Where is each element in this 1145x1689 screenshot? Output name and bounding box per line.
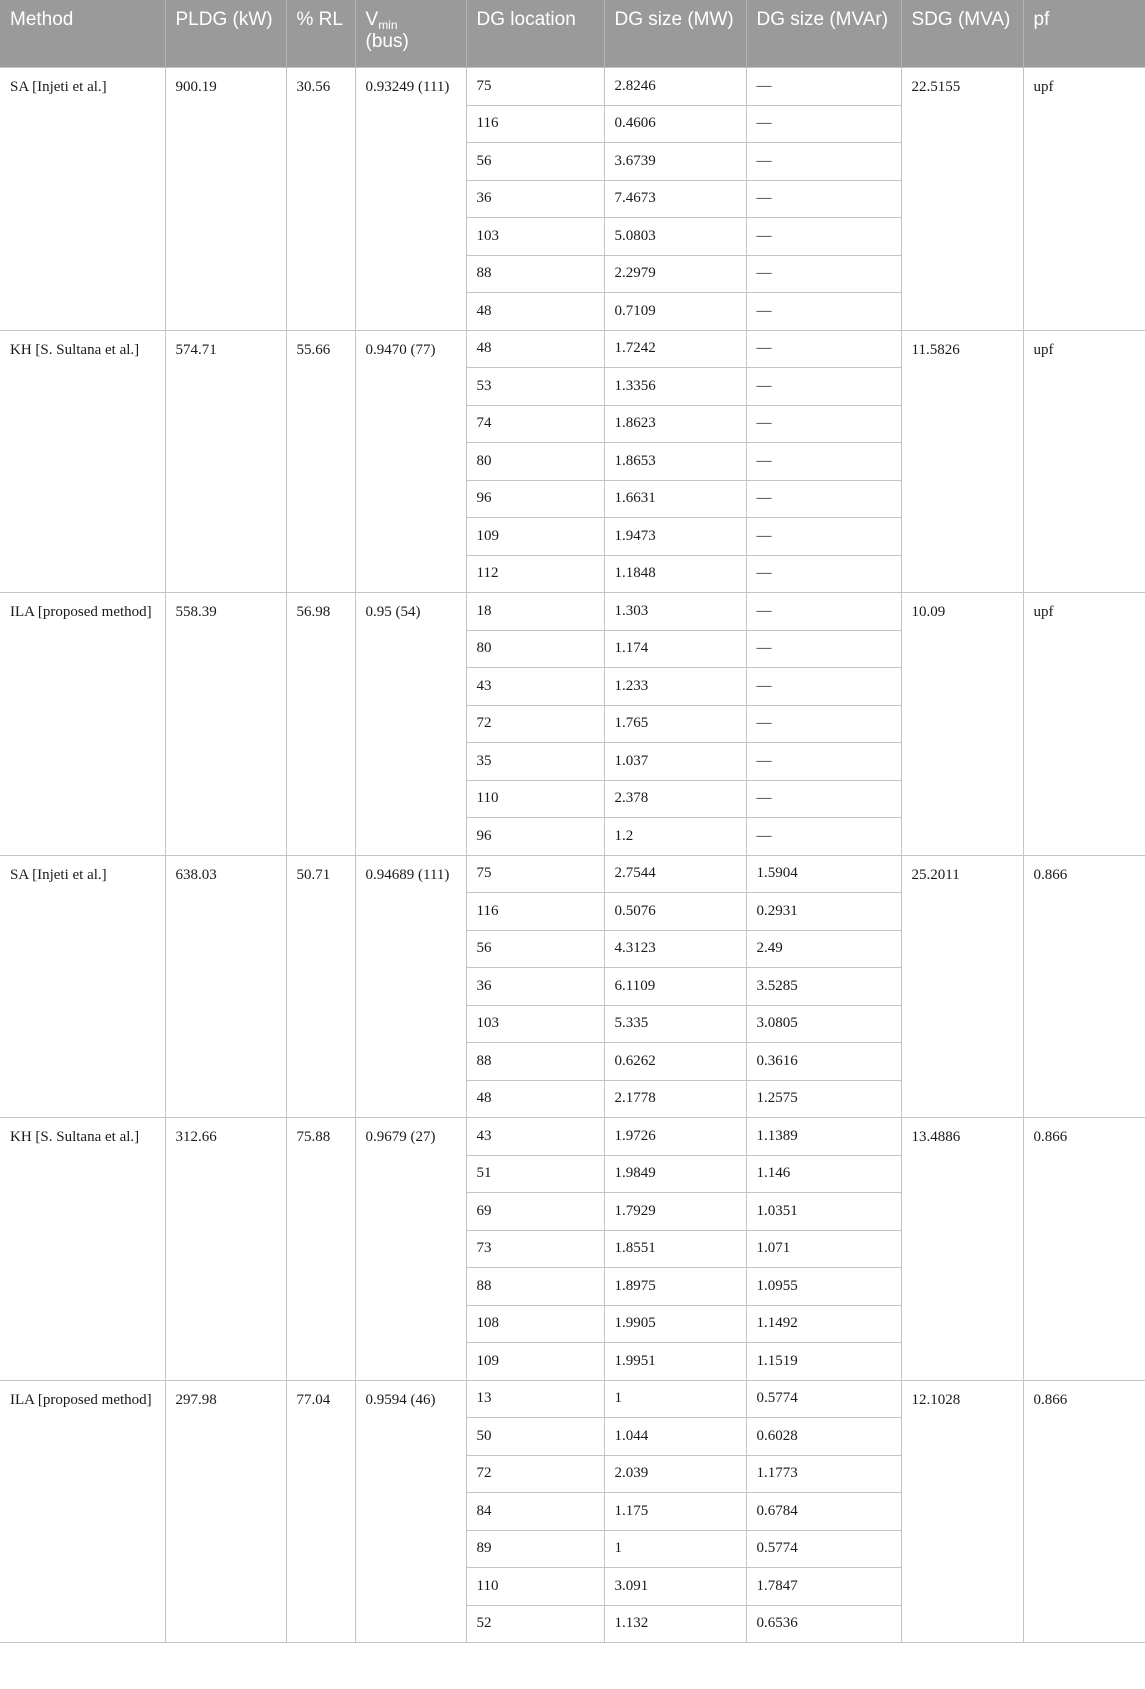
table-row xyxy=(0,1118,1145,1156)
dg-location-cell: 35 xyxy=(466,743,604,781)
dg-size-mw-cell: 3.091 xyxy=(604,1568,746,1606)
rl-cell: 30.56 xyxy=(286,68,355,331)
dg-location-cell: 56 xyxy=(466,930,604,968)
dg-location-cell: 74 xyxy=(466,405,604,443)
dg-size-mw-cell: 4.3123 xyxy=(604,930,746,968)
table-row xyxy=(0,330,1145,368)
dg-size-mvar-cell: — xyxy=(746,555,901,593)
dg-size-mvar-cell: 0.6784 xyxy=(746,1493,901,1531)
dg-size-mw-cell: 1.037 xyxy=(604,743,746,781)
pldg-cell: 900.19 xyxy=(165,68,286,331)
dg-size-mw-cell: 1 xyxy=(604,1380,746,1418)
dg-size-mw-cell: 0.7109 xyxy=(604,293,746,331)
dg-location-cell: 13 xyxy=(466,1380,604,1418)
dg-location-cell: 84 xyxy=(466,1493,604,1531)
dg-size-mvar-cell: 0.3616 xyxy=(746,1043,901,1081)
table-row xyxy=(0,593,1145,631)
dg-size-mvar-cell: 1.1773 xyxy=(746,1455,901,1493)
dg-size-mw-cell: 1.2 xyxy=(604,818,746,856)
dg-location-cell: 51 xyxy=(466,1155,604,1193)
dg-size-mvar-cell: — xyxy=(746,180,901,218)
dg-size-mvar-cell: 1.0955 xyxy=(746,1268,901,1306)
dg-size-mvar-cell: — xyxy=(746,593,901,631)
dg-size-mvar-cell: 0.5774 xyxy=(746,1380,901,1418)
header-sdg: SDG (MVA) xyxy=(901,0,1023,68)
pldg-cell: 297.98 xyxy=(165,1380,286,1643)
vmin-cell: 0.9594 (46) xyxy=(355,1380,466,1643)
dg-location-cell: 110 xyxy=(466,780,604,818)
dg-location-cell: 75 xyxy=(466,68,604,106)
dg-size-mvar-cell: — xyxy=(746,818,901,856)
dg-size-mw-cell: 1.9726 xyxy=(604,1118,746,1156)
dg-size-mvar-cell: 0.2931 xyxy=(746,893,901,931)
dg-size-mw-cell: 1.044 xyxy=(604,1418,746,1456)
sdg-cell: 10.09 xyxy=(901,593,1023,856)
pf-cell: 0.866 xyxy=(1023,855,1145,1118)
method-cell: KH [S. Sultana et al.] xyxy=(0,1118,165,1381)
dg-size-mw-cell: 1.3356 xyxy=(604,368,746,406)
dg-location-cell: 52 xyxy=(466,1605,604,1643)
dg-size-mvar-cell: — xyxy=(746,630,901,668)
dg-size-mw-cell: 0.5076 xyxy=(604,893,746,931)
dg-location-cell: 75 xyxy=(466,855,604,893)
dg-size-mvar-cell: — xyxy=(746,368,901,406)
dg-location-cell: 69 xyxy=(466,1193,604,1231)
sdg-cell: 13.4886 xyxy=(901,1118,1023,1381)
pldg-cell: 312.66 xyxy=(165,1118,286,1381)
dg-location-cell: 108 xyxy=(466,1305,604,1343)
dg-location-cell: 80 xyxy=(466,630,604,668)
dg-size-mvar-cell: 1.071 xyxy=(746,1230,901,1268)
method-cell: ILA [proposed method] xyxy=(0,1380,165,1643)
pldg-cell: 638.03 xyxy=(165,855,286,1118)
dg-size-mw-cell: 3.6739 xyxy=(604,143,746,181)
dg-location-cell: 96 xyxy=(466,818,604,856)
header-vmin xyxy=(355,0,466,68)
method-cell: SA [Injeti et al.] xyxy=(0,855,165,1118)
vmin-cell: 0.95 (54) xyxy=(355,593,466,856)
dg-size-mvar-cell: — xyxy=(746,743,901,781)
dg-size-mvar-cell: 3.0805 xyxy=(746,1005,901,1043)
dg-size-mvar-cell: 0.6028 xyxy=(746,1418,901,1456)
method-cell: ILA [proposed method] xyxy=(0,593,165,856)
rl-cell: 56.98 xyxy=(286,593,355,856)
pf-cell: 0.866 xyxy=(1023,1380,1145,1643)
dg-size-mvar-cell: — xyxy=(746,705,901,743)
method-cell: SA [Injeti et al.] xyxy=(0,68,165,331)
dg-size-mw-cell: 1.8975 xyxy=(604,1268,746,1306)
dg-location-cell: 50 xyxy=(466,1418,604,1456)
dg-location-cell: 48 xyxy=(466,293,604,331)
header-pldg: PLDG (kW) xyxy=(165,0,286,68)
dg-size-mw-cell: 1.6631 xyxy=(604,480,746,518)
table-row xyxy=(0,855,1145,893)
dg-location-cell: 36 xyxy=(466,180,604,218)
dg-size-mvar-cell: — xyxy=(746,405,901,443)
dg-location-cell: 36 xyxy=(466,968,604,1006)
dg-size-mvar-cell: — xyxy=(746,105,901,143)
dg-location-cell: 48 xyxy=(466,1080,604,1118)
dg-location-cell: 103 xyxy=(466,218,604,256)
dg-size-mvar-cell: — xyxy=(746,255,901,293)
dg-location-cell: 18 xyxy=(466,593,604,631)
dg-size-mw-cell: 0.4606 xyxy=(604,105,746,143)
dg-size-mw-cell: 1.7242 xyxy=(604,330,746,368)
dg-size-mw-cell: 2.8246 xyxy=(604,68,746,106)
dg-size-mw-cell: 2.2979 xyxy=(604,255,746,293)
header-vmin-unit: (bus) xyxy=(365,31,409,52)
dg-size-mvar-cell: 0.5774 xyxy=(746,1530,901,1568)
vmin-cell: 0.9679 (27) xyxy=(355,1118,466,1381)
dg-size-mw-cell: 1.7929 xyxy=(604,1193,746,1231)
header-rl: % RL xyxy=(286,0,355,68)
dg-size-mvar-cell: 1.2575 xyxy=(746,1080,901,1118)
dg-size-mvar-cell: 1.1492 xyxy=(746,1305,901,1343)
dg-location-cell: 110 xyxy=(466,1568,604,1606)
dg-size-mw-cell: 1.8551 xyxy=(604,1230,746,1268)
rl-cell: 75.88 xyxy=(286,1118,355,1381)
dg-location-cell: 43 xyxy=(466,1118,604,1156)
dg-size-mw-cell: 1.8653 xyxy=(604,443,746,481)
dg-size-mvar-cell: 3.5285 xyxy=(746,968,901,1006)
dg-location-cell: 109 xyxy=(466,1343,604,1381)
dg-size-mw-cell: 2.378 xyxy=(604,780,746,818)
dg-location-cell: 72 xyxy=(466,1455,604,1493)
header-method: Method xyxy=(0,0,165,68)
dg-size-mvar-cell: 1.0351 xyxy=(746,1193,901,1231)
pf-cell: upf xyxy=(1023,593,1145,856)
header-dg-size-mw: DG size (MW) xyxy=(604,0,746,68)
dg-size-mvar-cell: 1.1519 xyxy=(746,1343,901,1381)
dg-location-cell: 53 xyxy=(466,368,604,406)
dg-location-cell: 80 xyxy=(466,443,604,481)
dg-location-cell: 48 xyxy=(466,330,604,368)
pldg-cell: 558.39 xyxy=(165,593,286,856)
dg-size-mw-cell: 1 xyxy=(604,1530,746,1568)
dg-size-mw-cell: 1.174 xyxy=(604,630,746,668)
dg-size-mw-cell: 6.1109 xyxy=(604,968,746,1006)
dg-location-cell: 109 xyxy=(466,518,604,556)
dg-size-mw-cell: 5.335 xyxy=(604,1005,746,1043)
header-vmin-subscript: min xyxy=(378,18,398,32)
dg-size-mvar-cell: 2.49 xyxy=(746,930,901,968)
dg-size-mvar-cell: 1.7847 xyxy=(746,1568,901,1606)
dg-size-mw-cell: 1.132 xyxy=(604,1605,746,1643)
dg-size-mw-cell: 1.9905 xyxy=(604,1305,746,1343)
dg-size-mvar-cell: — xyxy=(746,780,901,818)
dg-size-mvar-cell: 1.1389 xyxy=(746,1118,901,1156)
dg-size-mvar-cell: — xyxy=(746,443,901,481)
vmin-cell: 0.9470 (77) xyxy=(355,330,466,593)
dg-size-mvar-cell: — xyxy=(746,518,901,556)
vmin-cell: 0.93249 (111) xyxy=(355,68,466,331)
dg-size-mw-cell: 1.8623 xyxy=(604,405,746,443)
dg-size-mvar-cell: — xyxy=(746,293,901,331)
header-row xyxy=(0,0,1145,68)
dg-location-cell: 88 xyxy=(466,255,604,293)
dg-location-cell: 96 xyxy=(466,480,604,518)
dg-size-mvar-cell: 1.5904 xyxy=(746,855,901,893)
dg-size-mvar-cell: 0.6536 xyxy=(746,1605,901,1643)
dg-size-mw-cell: 2.1778 xyxy=(604,1080,746,1118)
pf-cell: upf xyxy=(1023,330,1145,593)
pf-cell: 0.866 xyxy=(1023,1118,1145,1381)
sdg-cell: 22.5155 xyxy=(901,68,1023,331)
dg-location-cell: 89 xyxy=(466,1530,604,1568)
dg-size-mw-cell: 1.9473 xyxy=(604,518,746,556)
pf-cell: upf xyxy=(1023,68,1145,331)
header-dg-location: DG location xyxy=(466,0,604,68)
dg-size-mw-cell: 1.9849 xyxy=(604,1155,746,1193)
dg-size-mw-cell: 7.4673 xyxy=(604,180,746,218)
dg-size-mvar-cell: — xyxy=(746,668,901,706)
dg-location-cell: 72 xyxy=(466,705,604,743)
dg-size-mw-cell: 5.0803 xyxy=(604,218,746,256)
header-vmin-symbol: V xyxy=(365,9,379,30)
pldg-cell: 574.71 xyxy=(165,330,286,593)
dg-location-cell: 56 xyxy=(466,143,604,181)
table-row xyxy=(0,68,1145,106)
dg-size-mvar-cell: — xyxy=(746,218,901,256)
dg-size-mvar-cell: — xyxy=(746,330,901,368)
dg-location-cell: 43 xyxy=(466,668,604,706)
dg-size-mw-cell: 2.7544 xyxy=(604,855,746,893)
rl-cell: 50.71 xyxy=(286,855,355,1118)
dg-size-mvar-cell: — xyxy=(746,68,901,106)
dg-size-mvar-cell: — xyxy=(746,480,901,518)
sdg-cell: 12.1028 xyxy=(901,1380,1023,1643)
dg-size-mw-cell: 1.765 xyxy=(604,705,746,743)
dg-size-mw-cell: 2.039 xyxy=(604,1455,746,1493)
dg-location-cell: 88 xyxy=(466,1043,604,1081)
sdg-cell: 25.2011 xyxy=(901,855,1023,1118)
dg-size-mw-cell: 0.6262 xyxy=(604,1043,746,1081)
dg-size-mvar-cell: — xyxy=(746,143,901,181)
sdg-cell: 11.5826 xyxy=(901,330,1023,593)
dg-location-cell: 73 xyxy=(466,1230,604,1268)
dg-location-cell: 116 xyxy=(466,893,604,931)
dg-location-cell: 88 xyxy=(466,1268,604,1306)
dg-location-cell: 112 xyxy=(466,555,604,593)
dg-size-mw-cell: 1.303 xyxy=(604,593,746,631)
table-header xyxy=(0,0,1145,68)
dg-size-mw-cell: 1.1848 xyxy=(604,555,746,593)
header-dg-size-mvar: DG size (MVAr) xyxy=(746,0,901,68)
header-pf: pf xyxy=(1023,0,1145,68)
dg-size-mw-cell: 1.9951 xyxy=(604,1343,746,1381)
vmin-cell: 0.94689 (111) xyxy=(355,855,466,1118)
rl-cell: 55.66 xyxy=(286,330,355,593)
rl-cell: 77.04 xyxy=(286,1380,355,1643)
table-body xyxy=(0,68,1145,1643)
dg-size-mw-cell: 1.175 xyxy=(604,1493,746,1531)
table-row xyxy=(0,1380,1145,1418)
dg-size-mvar-cell: 1.146 xyxy=(746,1155,901,1193)
dg-size-mw-cell: 1.233 xyxy=(604,668,746,706)
dg-location-cell: 103 xyxy=(466,1005,604,1043)
method-cell: KH [S. Sultana et al.] xyxy=(0,330,165,593)
dg-location-cell: 116 xyxy=(466,105,604,143)
